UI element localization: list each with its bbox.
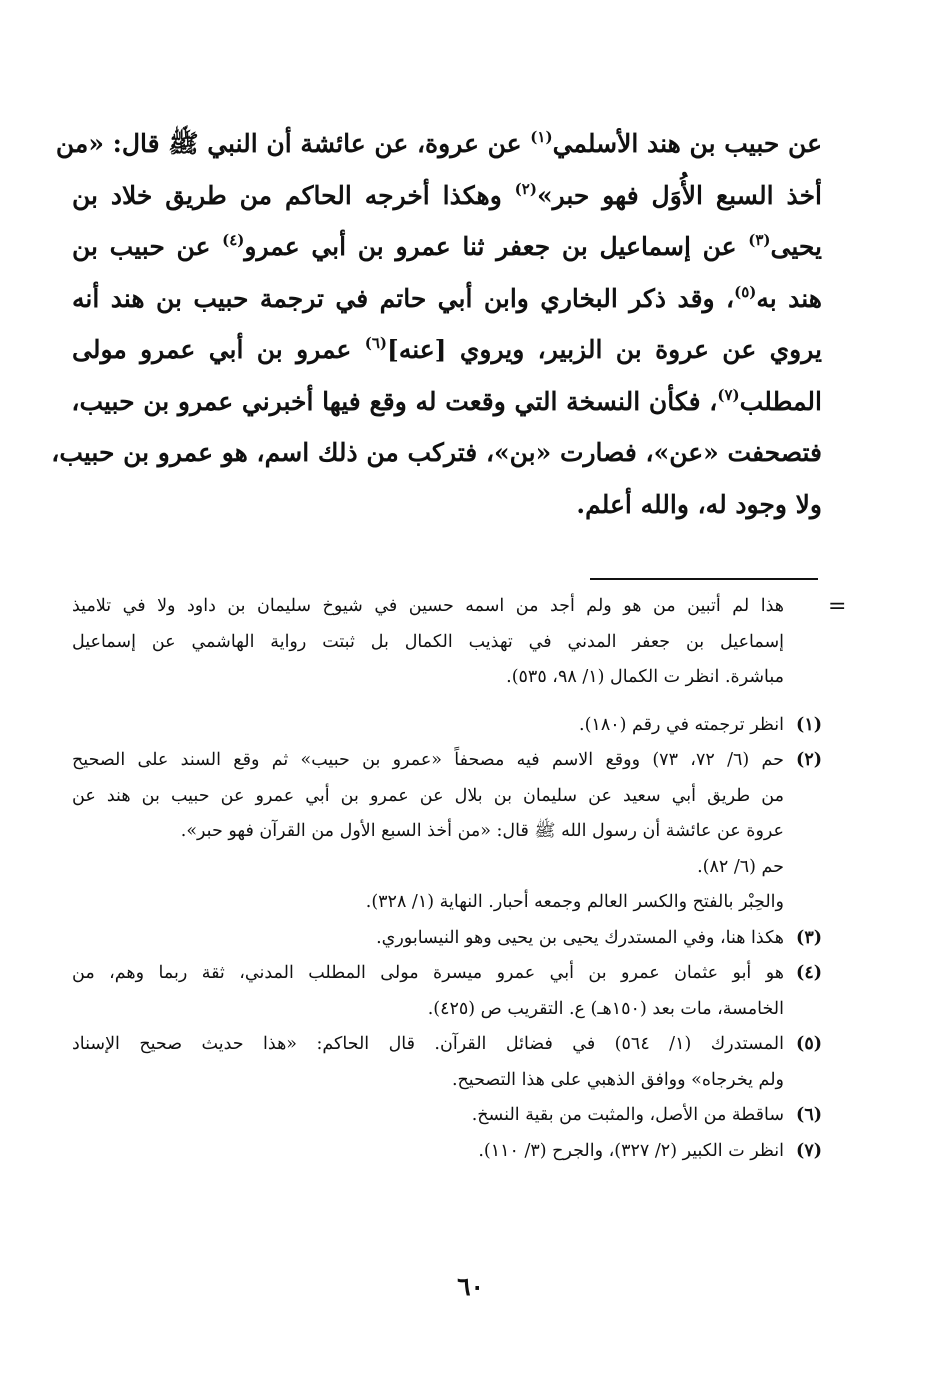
footnote-7 [72, 1134, 822, 1170]
footnote-number: (٤) [796, 963, 822, 983]
footnote-line: من طريق أبي سعيد عن سليمان بن بلال عن عمرو بن أبي عمرو عن حبيب بن هند عن [72, 785, 784, 806]
footnote-ref: (٥) [734, 282, 757, 301]
footnote-ref: (٧) [717, 385, 740, 404]
main-line: عن حبيب بن هند الأسلمي$^{(١)}$ عن عروة، عن عائشة أن النبي ﷺ قال: «من [55, 128, 822, 158]
footnote-number: (٥) [796, 1034, 822, 1054]
continuation-mark: = [828, 594, 847, 619]
footnote-number: (٦) [796, 1105, 822, 1125]
main-text [51, 118, 823, 530]
footnote-line: انظر ت الكبير (٢/ ٣٢٧)، والجرح (٣/ ١١٠). [478, 1140, 784, 1161]
footnote-5 [72, 1027, 822, 1098]
footnote-6 [72, 1098, 822, 1134]
main-line: فتصحفت «عن»، فصارت «بن»، فتركب من ذلك اسم، هو عمرو بن حبيب، [51, 438, 822, 467]
footnote-3 [72, 921, 822, 957]
footnote-line: مباشرة. انظر ت الكمال (١/ ٩٨، ٥٣٥). [506, 667, 784, 687]
footnote-ref: (٣) [748, 231, 771, 249]
footnote-2 [72, 743, 822, 921]
main-line: ولا وجود له، والله أعلم. [576, 489, 822, 519]
footnote-number: (٧) [796, 1140, 822, 1161]
footnote-line: هذا لم أتبين من هو ولم أجد من اسمه حسين في شيوخ سليمان بن داود ولا في تلاميذ [72, 596, 784, 616]
footnote-1 [72, 708, 822, 744]
footnote-line: ساقطة من الأصل، والمثبت من بقية النسخ. [471, 1105, 784, 1125]
footnote-line: حم (٦/ ٨٢). [697, 856, 784, 877]
footnote-separator [590, 578, 818, 580]
footnote-ref: (٦) [364, 334, 387, 352]
main-line: أخذ السبع الأُوَل فهو حبر»$^{(٢)}$ وهكذا أخرجه الحاكم من طريق خلاد بن [72, 179, 822, 210]
footnote-line: هو أبو عثمان عمرو بن أبي عمرو ميسرة مولى المطلب المدني، ثقة ربما وهم، من [72, 963, 784, 983]
footnote-line: هكذا هنا، وفي المستدرك يحيى بن يحيى وهو النيسابوري. [376, 927, 784, 948]
main-line: يروي عن عروة بن الزبير، ويروي [عنه]$^{(٦)}$ عمرو بن أبي عمرو مولى [72, 334, 822, 364]
footnote-4 [72, 956, 822, 1027]
footnote-ref: (٢) [514, 179, 537, 198]
footnote-line: المستدرك (١/ ٥٦٤) في فضائل القرآن. قال الحاكم: «هذا حديث صحيح الإسناد [72, 1034, 784, 1054]
footnote-line: ولم يخرجاه» ووافق الذهبي على هذا التصحيح. [451, 1069, 784, 1090]
footnotes [72, 589, 822, 1169]
main-line: المطلب$^{(٧)}$، فكأن النسخة التي وقعت له وقع فيها أخبرني عمرو بن حبيب، [71, 385, 822, 416]
footnote-continuation [72, 589, 822, 696]
footnote-ref: (١) [530, 128, 553, 146]
footnote-line: الخامسة، مات بعد (١٥٠هـ) ع. التقريب ص (٤٢٥). [427, 998, 784, 1019]
footnote-number: (١) [796, 714, 822, 735]
page-number: ٦٠ [457, 1272, 484, 1301]
footnote-number: (٣) [796, 927, 822, 948]
footnote-line: حم (٦/ ٧٢، ٧٣) ووقع الاسم فيه مصحفاً «عمرو بن حبيب» ثم وقع السند على الصحيح [72, 750, 784, 770]
footnote-ref: (٤) [222, 231, 245, 249]
footnote-number: (٢) [796, 750, 822, 770]
main-line: هند به$^{(٥)}$، وقد ذكر البخاري وابن أبي حاتم في ترجمة حبيب بن هند أنه [72, 282, 822, 313]
main-line: يحيى$^{(٣)}$ عن إسماعيل بن جعفر ثنا عمرو بن أبي عمرو$^{(٤)}$ عن حبيب بن [72, 231, 823, 261]
footnote-line: انظر ترجمته في رقم (١٨٠). [579, 714, 784, 735]
footnote-line: والحِبْر بالفتح والكسر العالم وجمعه أحبار. النهاية (١/ ٣٢٨). [365, 892, 784, 912]
footnote-line: عروة عن عائشة أن رسول الله ﷺ قال: «من أخذ السبع الأول من القرآن فهو حبر». [180, 821, 784, 841]
footnote-line: إسماعيل بن جعفر المدني في تهذيب الكمال بل ثبتت رواية الهاشمي عن إسماعيل [72, 631, 784, 652]
